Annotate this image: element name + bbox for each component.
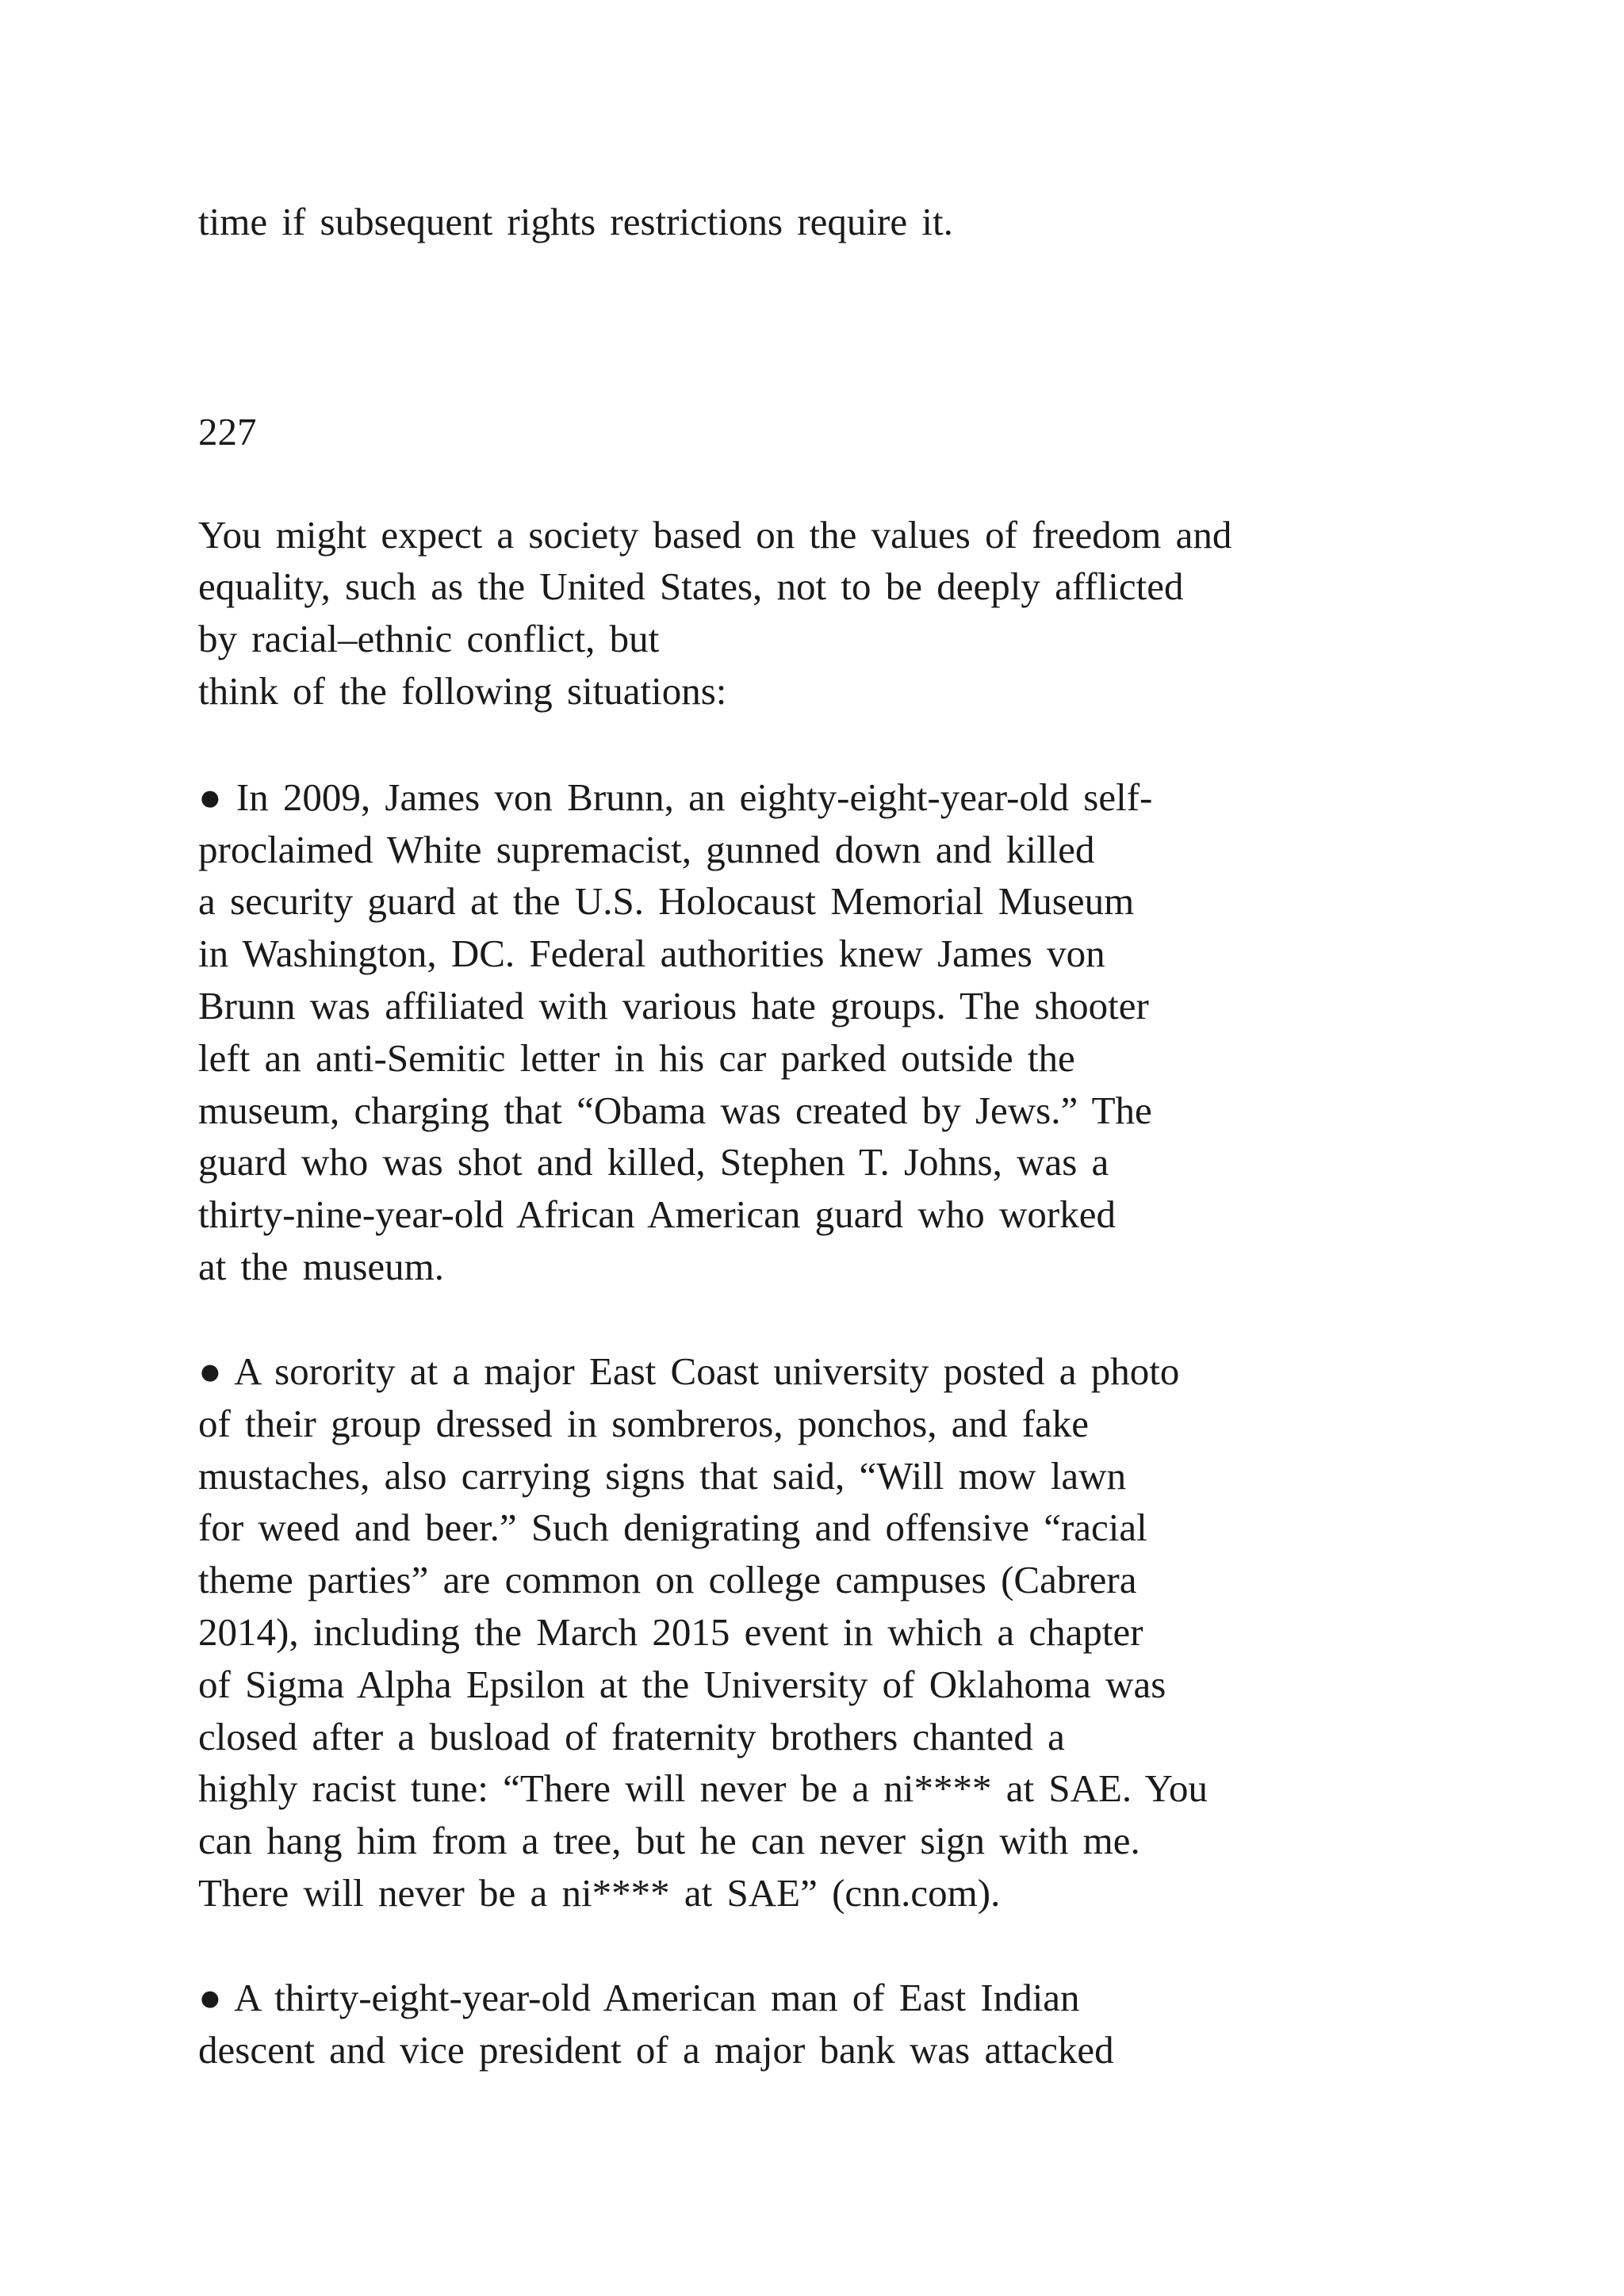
text-line: think of the following situations: — [198, 669, 727, 713]
text-line: theme parties” are common on college campuses (Cabrera — [198, 1558, 1137, 1601]
text-line: ● In 2009, James von Brunn, an eighty-eight-year-old self- — [198, 775, 1153, 819]
text-line: thirty-nine-year-old African American guard who worked — [198, 1192, 1116, 1236]
text-line: 2014), including the March 2015 event in which a chapter — [198, 1610, 1143, 1654]
text-line: time if subsequent rights restrictions require it. — [198, 200, 953, 243]
text-line: of Sigma Alpha Epsilon at the University of Oklahoma was — [198, 1663, 1166, 1706]
text-line: equality, such as the United States, not to be deeply afflicted — [198, 564, 1184, 608]
text-line: a security guard at the U.S. Holocaust Memorial Museum — [198, 879, 1135, 923]
text-line: guard who was shot and killed, Stephen T. Johns, was a — [198, 1140, 1109, 1184]
text-line: mustaches, also carrying signs that said, “Will mow lawn — [198, 1454, 1127, 1498]
text-line: You might expect a society based on the values of freedom and — [198, 513, 1232, 557]
text-line: at the museum. — [198, 1245, 445, 1288]
text-line: highly racist tune: “There will never be a ni**** at SAE. You — [198, 1766, 1208, 1810]
text-line: proclaimed White supremacist, gunned down and killed — [198, 828, 1095, 871]
text-line: left an anti-Semitic letter in his car parked outside the — [198, 1036, 1075, 1080]
text-line: can hang him from a tree, but he can never sign with me. — [198, 1819, 1140, 1862]
text-line: ● A sorority at a major East Coast university posted a photo — [198, 1349, 1180, 1393]
text-line: in Washington, DC. Federal authorities knew James von — [198, 932, 1105, 975]
page-number: 227 — [198, 410, 257, 453]
text-line: by racial–ethnic conflict, but — [198, 617, 660, 660]
text-line: descent and vice president of a major bank was attacked — [198, 2028, 1114, 2072]
text-line: ● A thirty-eight-year-old American man of East Indian — [198, 1976, 1080, 2019]
text-line: closed after a busload of fraternity brothers chanted a — [198, 1715, 1065, 1758]
text-line: Brunn was affiliated with various hate groups. The shooter — [198, 984, 1149, 1027]
text-line: There will never be a ni**** at SAE” (cnn.com). — [198, 1871, 1001, 1915]
text-line: of their group dressed in sombreros, ponchos, and fake — [198, 1402, 1090, 1445]
text-line: for weed and beer.” Such denigrating and offensive “racial — [198, 1506, 1147, 1549]
text-line: museum, charging that “Obama was created by Jews.” The — [198, 1089, 1152, 1132]
